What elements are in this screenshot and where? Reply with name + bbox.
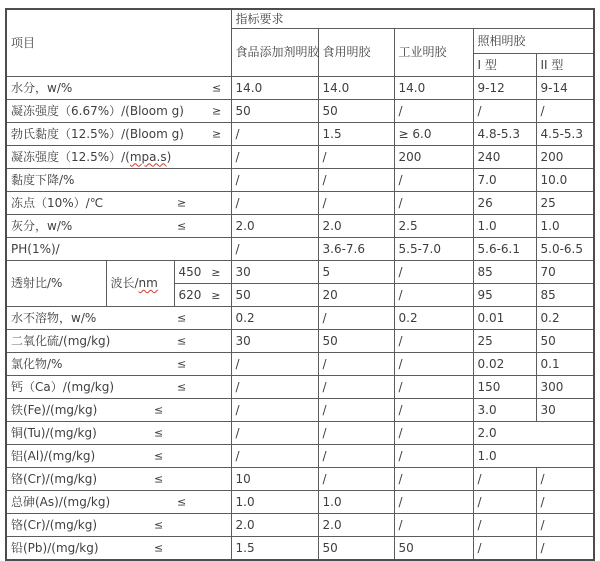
cell: / [394,445,473,468]
row-symbol: ≤ [154,472,164,486]
cell: / [394,192,473,215]
row-label: 水不溶物，w/% [11,310,97,325]
row-label: 铅(Pb)/(mg/kg) [11,540,99,555]
cell: / [473,514,536,537]
cell: 150 [473,376,536,399]
header-col-type1: I 型 [473,54,536,77]
cell: 50 [394,537,473,561]
wavelength-value: 450 [178,264,202,279]
table-row [6,146,594,169]
cell: 4.5-5.3 [536,123,594,146]
cell: 5.0-6.5 [536,238,594,261]
cell: 9-14 [536,77,594,100]
cell: 10.0 [536,169,594,192]
cell: / [536,514,594,537]
cell: / [394,491,473,514]
row-symbol: ≤ [154,403,164,417]
table-row [6,169,594,192]
header-item: 项目 [6,9,231,77]
cell: / [318,307,394,330]
cell: 3.6-7.6 [318,238,394,261]
cell: 0.2 [231,307,318,330]
header-col-edible: 食用明胶 [318,29,394,77]
cell: 50 [231,284,318,307]
cell: 0.01 [473,307,536,330]
cell: 50 [318,330,394,353]
cell: 50 [318,100,394,123]
row-symbol: ≥ [212,127,222,141]
cell: / [231,445,318,468]
cell: / [231,146,318,169]
table-row [6,514,594,537]
row-label: 水分，w/% [11,80,73,95]
cell: / [473,468,536,491]
cell: 30 [231,330,318,353]
cell: / [318,445,394,468]
row-label: 凝冻强度（6.67%）/(Bloom g) [11,103,184,118]
cell: 2.0 [318,215,394,238]
cell: 7.0 [473,169,536,192]
row-symbol: ≤ [154,449,164,463]
row-symbol: ≤ [177,357,187,371]
cell: / [318,468,394,491]
table-row [6,100,594,123]
cell: 50 [318,537,394,561]
header-col-type2: II 型 [536,54,594,77]
wavelength-value: 620 [178,287,202,302]
table-row [6,468,594,491]
cell: / [394,169,473,192]
header-col-industrial: 工业明胶 [394,29,473,77]
table-row [6,353,594,376]
cell: 5.5-7.0 [394,238,473,261]
cell: 0.2 [394,307,473,330]
cell: 1.0 [473,215,536,238]
cell: / [318,399,394,422]
cell: 70 [536,261,594,284]
cell-merged: 2.0 [473,422,594,445]
cell: 5 [318,261,394,284]
table-row [6,238,594,261]
cell: 14.0 [318,77,394,100]
cell: 25 [473,330,536,353]
cell: 200 [394,146,473,169]
cell: 14.0 [394,77,473,100]
row-label: 铬(Cr)/(mg/kg) [11,517,97,532]
cell: ≥ 6.0 [394,123,473,146]
cell: 50 [231,100,318,123]
cell: 85 [536,284,594,307]
cell: / [394,261,473,284]
cell: / [536,468,594,491]
cell: 4.8-5.3 [473,123,536,146]
table-row [6,422,594,445]
cell: 1.5 [231,537,318,561]
table-row [6,192,594,215]
table-row [6,261,594,284]
cell-merged: 1.0 [473,445,594,468]
cell: 30 [231,261,318,284]
row-label: 勃氏黏度（12.5%）/(Bloom g) [11,126,184,141]
cell: 50 [536,330,594,353]
cell: 2.5 [394,215,473,238]
cell: 10 [231,468,318,491]
cell: / [318,353,394,376]
wavelength-label: 波长/nm [106,261,174,307]
cell: 95 [473,284,536,307]
cell: / [394,100,473,123]
table-row [6,445,594,468]
row-symbol: ≥ [177,196,187,210]
cell: / [394,468,473,491]
cell: 26 [473,192,536,215]
cell: 5.6-6.1 [473,238,536,261]
row-label: 黏度下降/% [11,172,75,187]
table-row [6,376,594,399]
row-label: 二氧化硫/(mg/kg) [11,333,111,348]
cell: / [318,376,394,399]
cell: / [394,376,473,399]
table-row [6,215,594,238]
cell: / [231,238,318,261]
header-col-photographic: 照相明胶 [473,29,594,54]
cell: / [231,169,318,192]
cell: / [318,146,394,169]
row-label: 铁(Fe)/(mg/kg) [11,402,98,417]
row-symbol: ≤ [154,426,164,440]
cell: / [394,353,473,376]
cell: / [394,514,473,537]
row-symbol: ≥ [211,288,221,302]
spellcheck-word: mpa.s [129,149,167,164]
cell: / [318,169,394,192]
cell: / [318,422,394,445]
cell: 2.0 [231,514,318,537]
row-label: 氯化物/% [11,356,63,371]
cell: 3.0 [473,399,536,422]
row-label: 冻点（10%）/℃ [11,195,104,210]
cell: / [394,422,473,445]
cell: 2.0 [231,215,318,238]
row-label: 钙（Ca）/(mg/kg) [11,379,115,394]
cell: 1.5 [318,123,394,146]
header-col-food-additive: 食品添加剂明胶 [231,29,318,77]
cell: 0.02 [473,353,536,376]
cell: / [231,399,318,422]
row-symbol: ≤ [177,311,187,325]
row-label: 铝(Al)/(mg/kg) [11,448,96,463]
cell: / [394,330,473,353]
row-label: 铬(Cr)/(mg/kg) [11,471,97,486]
row-symbol: ≤ [177,495,187,509]
cell: 0.2 [536,307,594,330]
cell: / [394,284,473,307]
row-symbol: ≥ [212,104,222,118]
table-row [6,537,594,561]
cell: 2.0 [318,514,394,537]
row-symbol: ≤ [177,219,187,233]
cell: / [394,399,473,422]
cell: / [536,491,594,514]
transmittance-label: 透射比/% [6,261,106,307]
cell: 1.0 [318,491,394,514]
cell: / [473,537,536,561]
cell: 9-12 [473,77,536,100]
table-row [6,123,594,146]
cell: 300 [536,376,594,399]
row-label: 凝冻强度（12.5%）/(mpa.s) [11,149,172,164]
cell: / [536,100,594,123]
cell: 25 [536,192,594,215]
cell: / [536,537,594,561]
cell: 14.0 [231,77,318,100]
row-symbol: ≤ [212,81,222,95]
cell: 30 [536,399,594,422]
table-row [6,399,594,422]
row-label: PH(1%)/ [11,241,60,256]
cell: / [473,491,536,514]
row-symbol: ≤ [154,541,164,555]
header-row-1 [6,9,594,29]
table-row [6,77,594,100]
cell: / [231,422,318,445]
row-label: 灰分，w/% [11,218,73,233]
cell: 240 [473,146,536,169]
row-symbol: ≤ [177,380,187,394]
spellcheck-word: nm [138,276,158,290]
cell: / [231,353,318,376]
row-symbol: ≤ [177,334,187,348]
header-requirement: 指标要求 [231,9,594,29]
cell: 1.0 [231,491,318,514]
cell: 1.0 [536,215,594,238]
cell: 200 [536,146,594,169]
gelatin-spec-table [5,8,595,561]
cell: / [231,192,318,215]
cell: / [473,100,536,123]
cell: 0.1 [536,353,594,376]
row-symbol: ≤ [154,518,164,532]
table-row [6,307,594,330]
cell: 85 [473,261,536,284]
cell: / [231,376,318,399]
cell: / [318,192,394,215]
row-symbol: ≥ [211,265,221,279]
table-row [6,491,594,514]
table-row [6,330,594,353]
row-label: 铜(Tu)/(mg/kg) [11,425,97,440]
cell: / [231,123,318,146]
row-label: 总砷(As)/(mg/kg) [11,494,111,509]
cell: 20 [318,284,394,307]
